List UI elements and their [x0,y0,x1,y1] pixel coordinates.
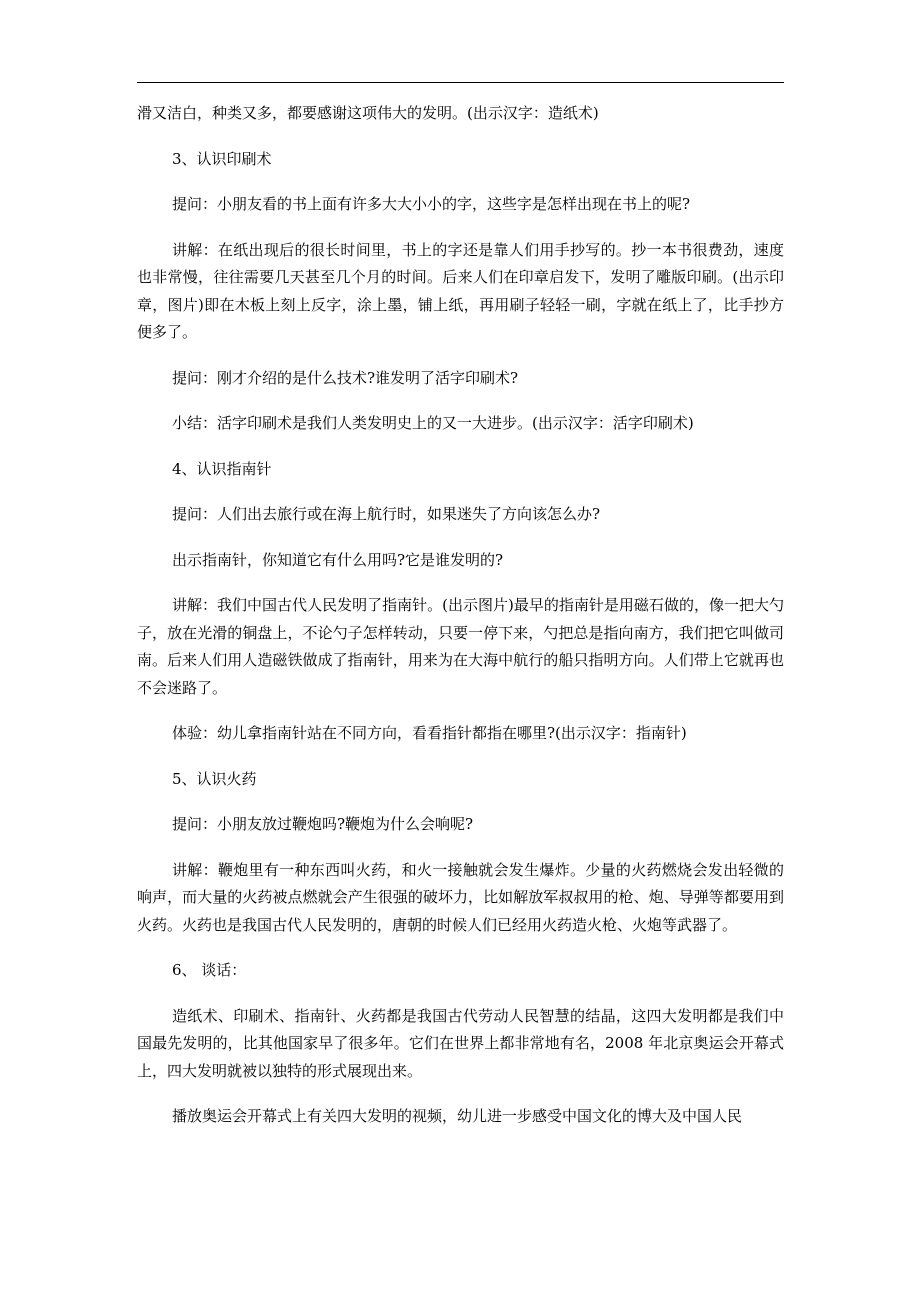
paragraph-question: 提问：小朋友放过鞭炮吗?鞭炮为什么会响呢? [172,815,474,833]
header-rule [137,82,784,83]
section-heading-compass: 4、认识指南针 [172,459,272,478]
paragraph-experience: 体验：幼儿拿指南针站在不同方向，看看指针都指在哪里?(出示汉字：指南针) [172,724,687,742]
paragraph-question: 提问：刚才介绍的是什么技术?谁发明了活字印刷术? [172,368,519,387]
paragraph-video: 播放奥运会开幕式上有关四大发明的视频，幼儿进一步感受中国文化的博大及中国人民 [172,1107,743,1125]
paragraph-continuation: 滑又洁白，种类又多，都要感谢这项伟大的发明。(出示汉字：造纸术) [137,104,599,122]
paragraph-explanation: 讲解：在纸出现后的很长时间里，书上的字还是靠人们用手抄写的。抄一本书很费劲，速度也非常慢，往往需要几天甚至几个月的时间。后来人们在印章启发下，发明了雕版印刷。(出示印章，图片)即在木板上刻上反字，涂上墨，铺上纸，再用刷子轻轻一刷，字就在纸上了，比手抄方便多了。 [137,240,784,341]
document-body [137,100,784,1149]
section-heading-printing: 3、认识印刷术 [172,149,272,168]
paragraph-summary: 小结：活字印刷术是我们人类发明史上的又一大进步。(出示汉字：活字印刷术) [172,414,694,432]
paragraph-show-compass: 出示指南针，你知道它有什么用吗?它是谁发明的? [172,550,504,569]
paragraph-question: 提问：人们出去旅行或在海上航行时，如果迷失了方向该怎么办? [172,505,601,523]
paragraph-question: 提问：小朋友看的书上面有许多大大小小的字，这些字是怎样出现在书上的呢? [172,195,691,213]
paragraph-explanation: 讲解：鞭炮里有一种东西叫火药，和火一接触就会发生爆炸。少量的火药燃烧会发出轻微的响声，而大量的火药被点燃就会产生很强的破坏力，比如解放军叔叔用的枪、炮、导弹等都要用到火药。火药也是我国古代人民发明的，唐朝的时候人们已经用火药造火枪、火炮等武器了。 [137,860,784,934]
section-heading-talk: 6、 谈话： [172,961,247,979]
paragraph-explanation: 讲解：我们中国古代人民发明了指南针。(出示图片)最早的指南针是用磁石做的，像一把大勺子，放在光滑的铜盘上，不论勺子怎样转动，只要一停下来，勺把总是指向南方，我们把它叫做司南。后来人们用人造磁铁做成了指南针，用来为在大海中航行的船只指明方向。人们带上它就再也不会迷路了。 [137,596,784,697]
section-heading-gunpowder: 5、认识火药 [172,769,257,788]
paragraph-talk: 造纸术、印刷术、指南针、火药都是我国古代劳动人民智慧的结晶，这四大发明都是我们中国最先发明的，比其他国家早了很多年。它们在世界上都非常地有名，2008 年北京奥运会开幕式上，四大发明就被以独特的形式展现出来。 [137,1006,784,1080]
